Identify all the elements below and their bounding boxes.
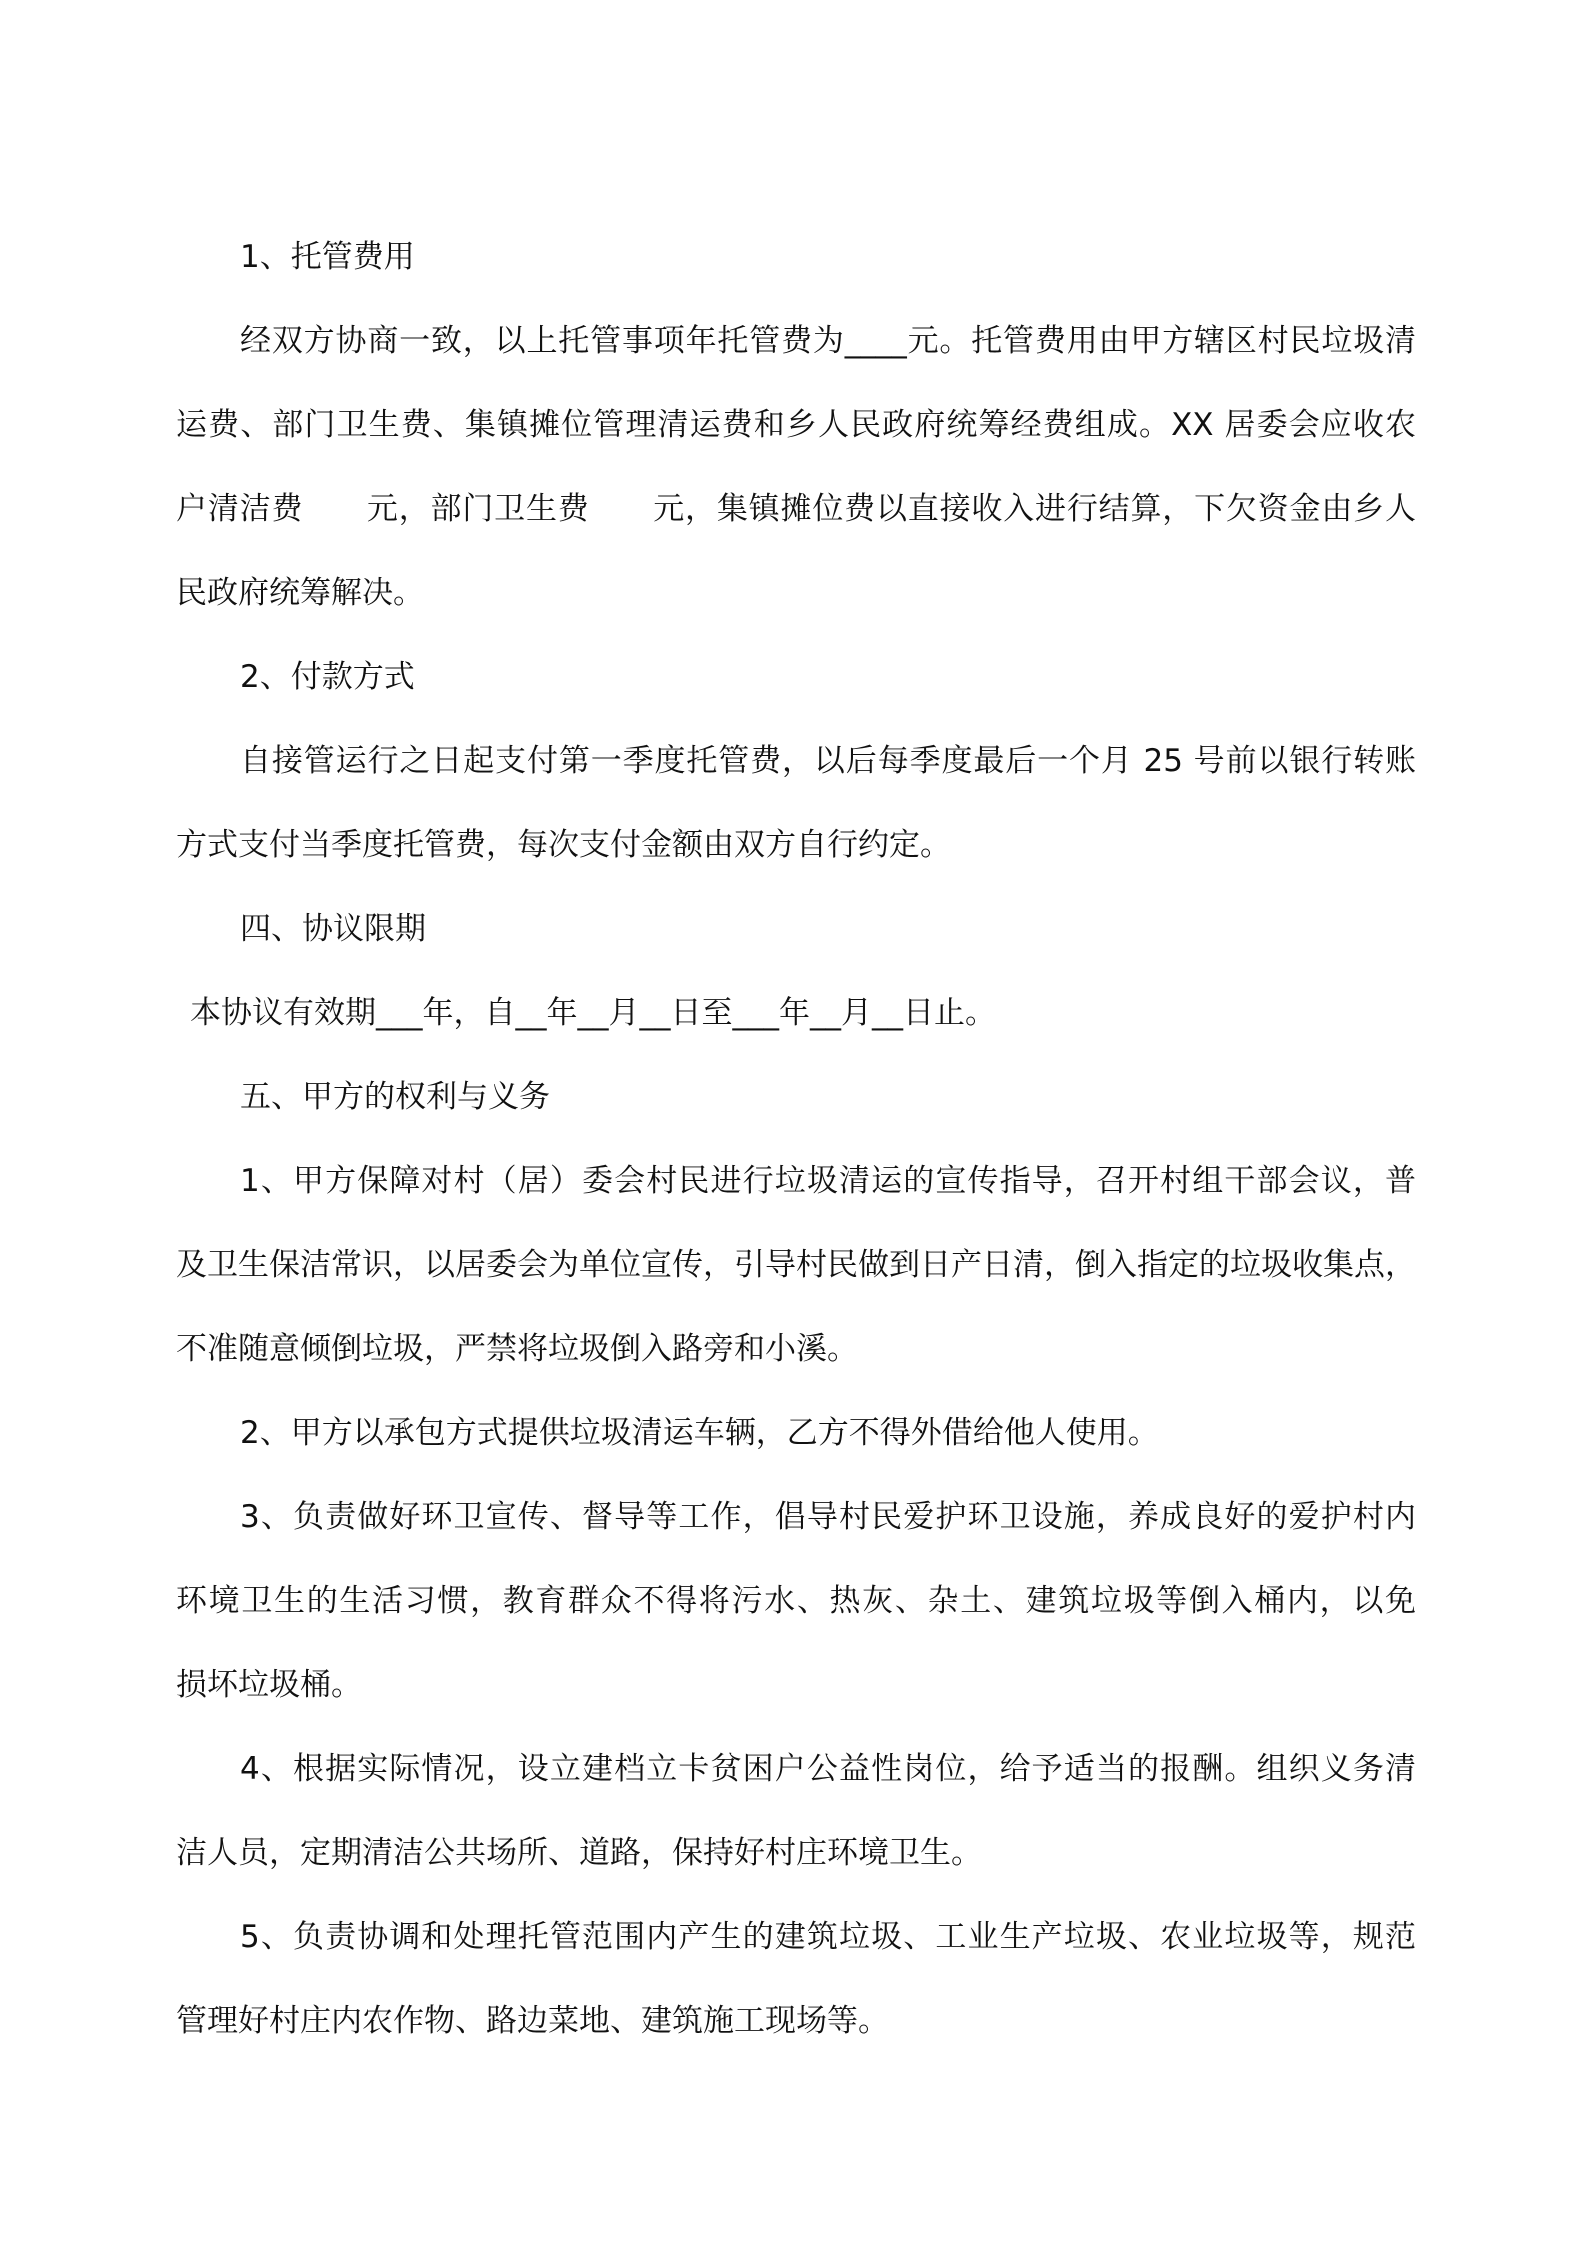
text-line: 洁人员，定期清洁公共场所、道路，保持好村庄环境卫生。 [176,1835,982,1871]
text-line: 五、甲方的权利与义务 [240,1079,550,1115]
text-line: 2、甲方以承包方式提供垃圾清运车辆，乙方不得外借给他人使用。 [240,1415,1159,1451]
paragraph [176,971,1416,1055]
paragraph [176,1727,1416,1895]
paragraph [176,719,1416,887]
text-line: 及卫生保洁常识，以居委会为单位宣传，引导村民做到日产日清，倒入指定的垃圾收集点， [176,1247,1416,1283]
text-line: 本协议有效期___年，自__年__月__日至___年__月__日止。 [190,995,996,1031]
paragraph [176,1139,1416,1391]
paragraph [176,299,1416,635]
text-line: 4、根据实际情况，设立建档立卡贫困户公益性岗位，给予适当的报酬。组织义务清 [240,1751,1416,1787]
paragraph [176,1055,1416,1139]
text-line: 户清洁费 元，部门卫生费 元，集镇摊位费以直接收入进行结算，下欠资金由乡人 [176,491,1416,527]
paragraph [176,1895,1416,2063]
text-line: 运费、部门卫生费、集镇摊位管理清运费和乡人民政府统筹经费组成。XX 居委会应收农 [176,407,1416,443]
text-line: 经双方协商一致，以上托管事项年托管费为____元。托管费用由甲方辖区村民垃圾清 [240,323,1416,359]
text-line: 3、负责做好环卫宣传、督导等工作，倡导村民爱护环卫设施，养成良好的爱护村内 [240,1499,1416,1535]
paragraph [176,1391,1416,1475]
paragraph [176,635,1416,719]
paragraph [176,887,1416,971]
text-line: 管理好村庄内农作物、路边菜地、建筑施工现场等。 [176,2003,889,2039]
text-line: 损坏垃圾桶。 [176,1667,362,1703]
text-line: 民政府统筹解决。 [176,575,424,611]
text-line: 1、甲方保障对村（居）委会村民进行垃圾清运的宣传指导，召开村组干部会议，普 [240,1163,1416,1199]
text-line: 四、协议限期 [240,911,426,947]
text-line: 不准随意倾倒垃圾，严禁将垃圾倒入路旁和小溪。 [176,1331,858,1367]
paragraph [176,1475,1416,1727]
text-line: 5、负责协调和处理托管范围内产生的建筑垃圾、工业生产垃圾、农业垃圾等，规范 [240,1919,1416,1955]
text-line: 自接管运行之日起支付第一季度托管费，以后每季度最后一个月 25 号前以银行转账 [240,743,1416,779]
document-body [176,215,1416,2063]
text-line: 1、托管费用 [240,239,415,275]
text-line: 2、付款方式 [240,659,415,695]
paragraph [176,215,1416,299]
text-line: 环境卫生的生活习惯，教育群众不得将污水、热灰、杂土、建筑垃圾等倒入桶内，以免 [176,1583,1416,1619]
text-line: 方式支付当季度托管费，每次支付金额由双方自行约定。 [176,827,951,863]
